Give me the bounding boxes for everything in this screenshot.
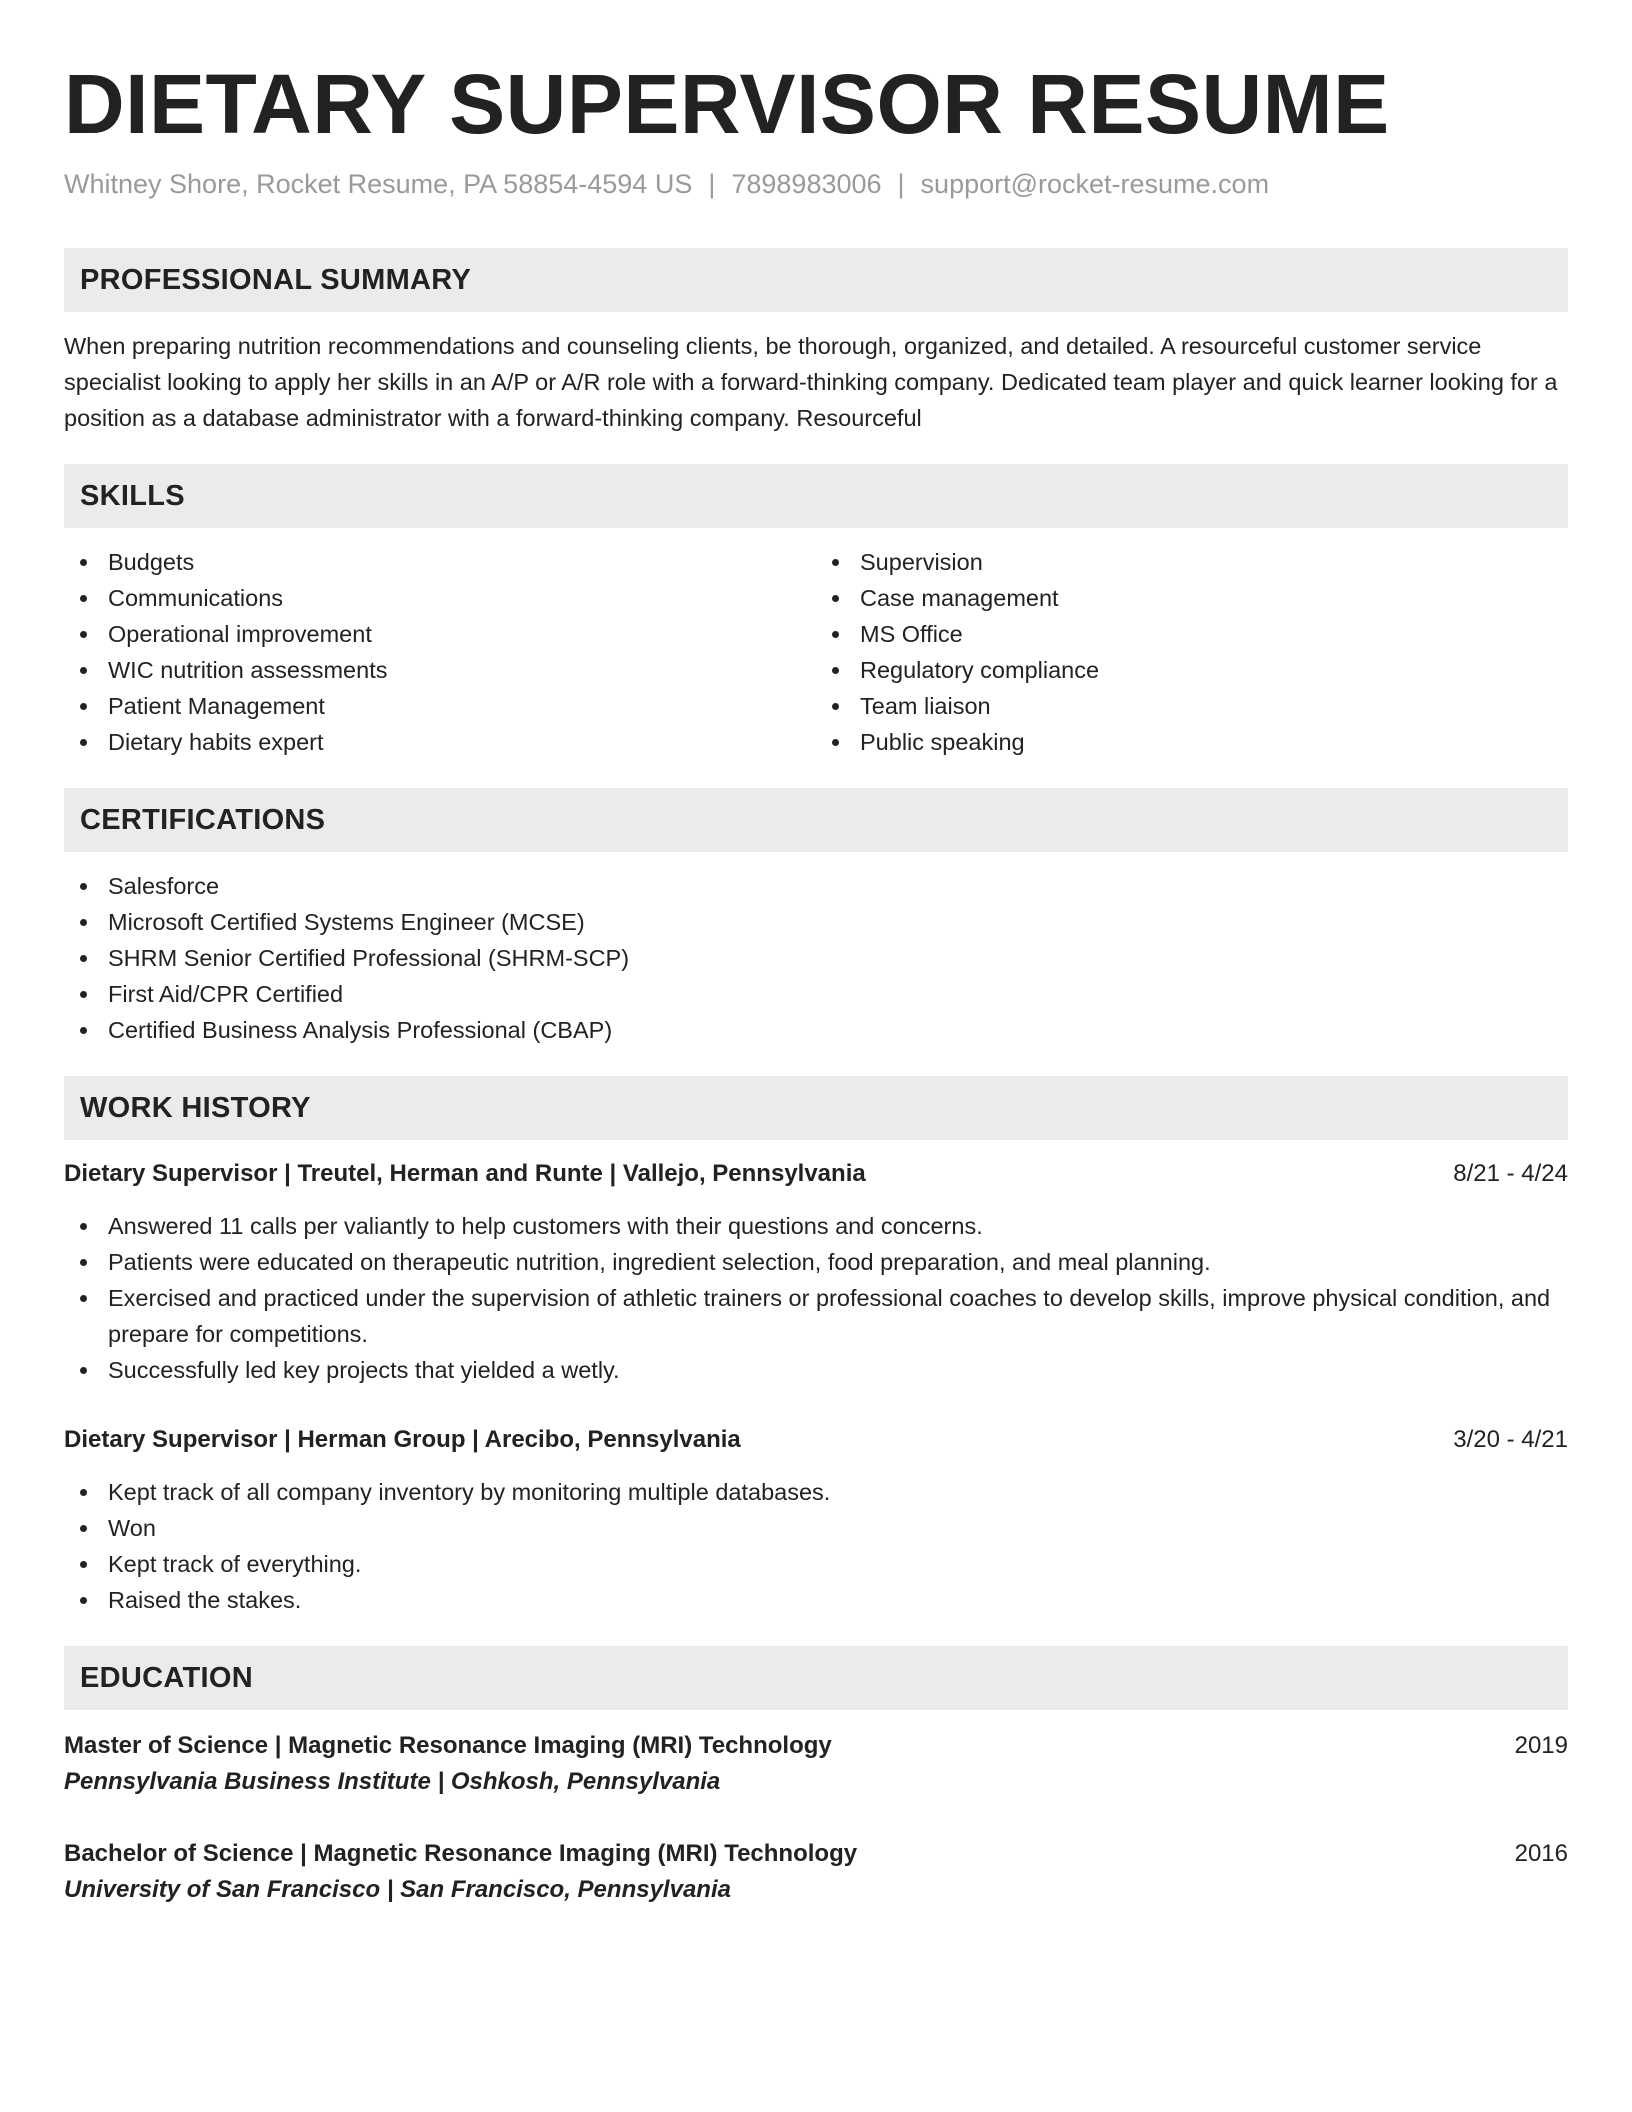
contact-separator: | [708, 169, 716, 199]
contact-line [64, 166, 1568, 202]
skill-item: WIC nutrition assessments [64, 652, 816, 688]
contact-phone: 7898983006 [731, 169, 882, 199]
job-entry [64, 1156, 1568, 1388]
skills-column-right [816, 544, 1568, 760]
job-bullet: Won [64, 1510, 1568, 1546]
job-bullet: Answered 11 calls per valiantly to help customers with their questions and concerns. [64, 1208, 1568, 1244]
certification-item: Salesforce [64, 868, 1568, 904]
skills-heading: SKILLS [64, 464, 1568, 528]
work-history-heading: WORK HISTORY [64, 1076, 1568, 1140]
summary-heading: PROFESSIONAL SUMMARY [64, 248, 1568, 312]
certification-item: SHRM Senior Certified Professional (SHRM-SCP) [64, 940, 1568, 976]
resume-title: DIETARY SUPERVISOR RESUME [64, 57, 1390, 151]
contact-address: Whitney Shore, Rocket Resume, PA 58854-4594 US [64, 169, 693, 199]
skill-item: Case management [816, 580, 1568, 616]
education-school: Pennsylvania Business Institute | Oshkosh, Pennsylvania [64, 1768, 721, 1795]
education-degree: Master of Science | Magnetic Resonance Imaging (MRI) Technology [64, 1732, 832, 1759]
job-title: Dietary Supervisor | Herman Group | Arecibo, Pennsylvania [64, 1426, 741, 1453]
certification-item: Certified Business Analysis Professional (CBAP) [64, 1012, 1568, 1048]
certification-item: Microsoft Certified Systems Engineer (MCSE) [64, 904, 1568, 940]
education-school: University of San Francisco | San Francisco, Pennsylvania [64, 1876, 731, 1903]
contact-email: support@rocket-resume.com [920, 169, 1270, 199]
job-bullets [64, 1208, 1568, 1388]
job-bullet: Exercised and practiced under the supervision of athletic trainers or professional coaches to develop skills, improve physical condition, and prepare for competitions. [64, 1280, 1568, 1352]
education-year: 2019 [1514, 1732, 1568, 1759]
skill-item: Team liaison [816, 688, 1568, 724]
job-dates: 8/21 - 4/24 [1453, 1160, 1568, 1187]
job-header [64, 1422, 1568, 1458]
certification-item: First Aid/CPR Certified [64, 976, 1568, 1012]
summary-text: When preparing nutrition recommendations and counseling clients, be thorough, organized, and detailed. A resourceful customer service specialist looking to apply her skills in an A/P or A/R role with a forward-thinking company. Dedicated team player and quick learner looking for a position as a database administrator with a forward-thinking company. Resourceful [64, 333, 1558, 431]
job-bullet: Successfully led key projects that yielded a wetly. [64, 1352, 1568, 1388]
job-bullets [64, 1474, 1568, 1618]
job-header [64, 1156, 1568, 1192]
job-bullet: Raised the stakes. [64, 1582, 1568, 1618]
skills-list [64, 544, 1568, 760]
education-entry [64, 1728, 1568, 1800]
job-title: Dietary Supervisor | Treutel, Herman and Runte | Vallejo, Pennsylvania [64, 1160, 866, 1187]
skill-item: Supervision [816, 544, 1568, 580]
skill-item: MS Office [816, 616, 1568, 652]
contact-separator: | [897, 169, 905, 199]
skill-item: Public speaking [816, 724, 1568, 760]
skill-item: Budgets [64, 544, 816, 580]
skill-item: Operational improvement [64, 616, 816, 652]
skill-item: Communications [64, 580, 816, 616]
certifications-heading: CERTIFICATIONS [64, 788, 1568, 852]
job-bullet: Kept track of all company inventory by monitoring multiple databases. [64, 1474, 1568, 1510]
job-bullet: Kept track of everything. [64, 1546, 1568, 1582]
education-entry [64, 1836, 1568, 1908]
skill-item: Patient Management [64, 688, 816, 724]
job-entry [64, 1422, 1568, 1618]
certifications-list [64, 868, 1568, 1048]
skill-item: Dietary habits expert [64, 724, 816, 760]
skill-item: Regulatory compliance [816, 652, 1568, 688]
job-dates: 3/20 - 4/21 [1453, 1426, 1568, 1453]
job-bullet: Patients were educated on therapeutic nutrition, ingredient selection, food preparation, and meal planning. [64, 1244, 1568, 1280]
education-heading: EDUCATION [64, 1646, 1568, 1710]
education-header [64, 1728, 1568, 1764]
education-degree: Bachelor of Science | Magnetic Resonance Imaging (MRI) Technology [64, 1840, 858, 1867]
education-year: 2016 [1514, 1840, 1568, 1867]
skills-column-left [64, 544, 816, 760]
education-header [64, 1836, 1568, 1872]
